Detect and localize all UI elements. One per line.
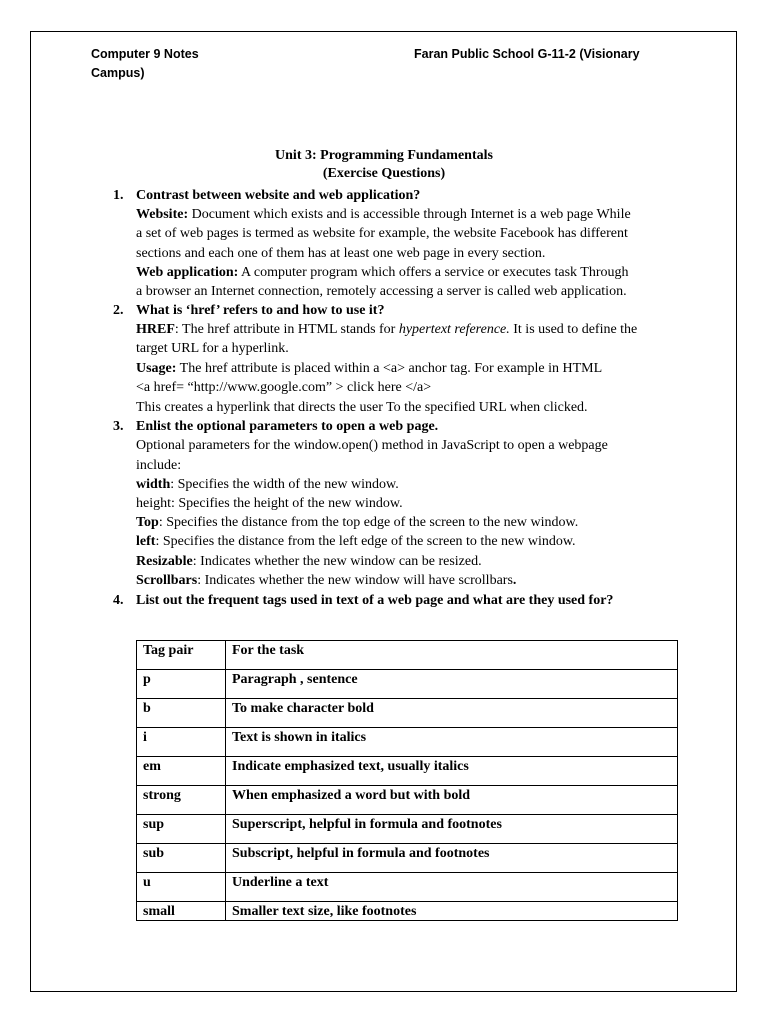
- table-row: [137, 815, 678, 844]
- width-label: width: [136, 477, 171, 492]
- tag-cell: em: [137, 757, 226, 786]
- webapp-label: Web application:: [136, 265, 239, 280]
- q4-question: List out the frequent tags used in text of a web page and what are they used for?: [136, 593, 614, 608]
- q3-width: [136, 475, 399, 494]
- q2-href-line1: [136, 320, 637, 339]
- q3-top: [136, 513, 578, 532]
- top-text: : Specifies the distance from the top edge of the screen to the new window.: [158, 515, 579, 530]
- header-cell-task: For the task: [226, 641, 678, 670]
- q2-usage-line1: [136, 359, 602, 378]
- q3-number: 3.: [113, 419, 124, 434]
- tag-cell: strong: [137, 786, 226, 815]
- href-text-c: It is used to define the: [509, 322, 638, 337]
- q3-resizable: [136, 552, 482, 571]
- tag-cell: u: [137, 873, 226, 902]
- tag-cell: sub: [137, 844, 226, 873]
- task-cell: When emphasized a word but with bold: [226, 786, 678, 815]
- tag-cell: sup: [137, 815, 226, 844]
- task-cell: Subscript, helpful in formula and footnotes: [226, 844, 678, 873]
- tag-cell: b: [137, 699, 226, 728]
- q1-question: Contrast between website and web application?: [136, 188, 421, 203]
- left-label: left: [136, 534, 156, 549]
- unit-subtitle: (Exercise Questions): [322, 166, 446, 181]
- unit-title: Unit 3: Programming Fundamentals: [275, 148, 493, 163]
- q2-href-line2: target URL for a hyperlink.: [136, 341, 289, 356]
- q1-website-line3: sections and each one of them has at least one web page in every section.: [136, 246, 546, 261]
- table-row: [137, 873, 678, 902]
- scrollbars-text: : Indicates whether the new window will have scrollbars: [197, 573, 513, 588]
- q2-number: 2.: [113, 303, 124, 318]
- task-cell: Paragraph , sentence: [226, 670, 678, 699]
- webapp-text: A computer program which offers a service or executes task Through: [238, 265, 629, 280]
- width-text: : Specifies the width of the new window.: [170, 477, 399, 492]
- table-row: [137, 757, 678, 786]
- href-text-a: : The href attribute in HTML stands for: [174, 322, 399, 337]
- q1-webapp-line2: a browser an Internet connection, remotely accessing a server is called web application.: [136, 284, 627, 299]
- scrollbars-label: Scrollbars: [136, 573, 198, 588]
- href-text-italic: hypertext reference.: [398, 322, 510, 337]
- usage-text: The href attribute is placed within a <a> anchor tag. For example in HTML: [176, 361, 603, 376]
- q3-intro-line2: include:: [136, 458, 182, 473]
- website-label: Website:: [136, 207, 189, 222]
- table-row: [137, 844, 678, 873]
- q3-scrollbars: [136, 571, 516, 590]
- tag-cell: i: [137, 728, 226, 757]
- top-label: Top: [136, 515, 159, 530]
- header-school-cont: Campus): [91, 66, 145, 80]
- header-course: Computer 9 Notes: [91, 47, 199, 61]
- resizable-text: : Indicates whether the new window can be resized.: [192, 554, 482, 569]
- table-row: [137, 786, 678, 815]
- task-cell: To make character bold: [226, 699, 678, 728]
- href-label: HREF: [136, 322, 175, 337]
- q1-website-line2: a set of web pages is termed as website for example, the website Facebook has different: [136, 226, 628, 241]
- q1-number: 1.: [113, 188, 124, 203]
- task-cell: Superscript, helpful in formula and footnotes: [226, 815, 678, 844]
- resizable-label: Resizable: [136, 554, 193, 569]
- q3-left: [136, 532, 576, 551]
- table-row: [137, 670, 678, 699]
- q2-usage-line3: This creates a hyperlink that directs the user To the specified URL when clicked.: [136, 400, 588, 415]
- table-row: [137, 699, 678, 728]
- task-cell: Text is shown in italics: [226, 728, 678, 757]
- table-row: [137, 728, 678, 757]
- header-cell-tag: Tag pair: [137, 641, 226, 670]
- q4-number: 4.: [113, 593, 124, 608]
- q1-website-line1: [136, 205, 631, 224]
- q3-height: height: Specifies the height of the new window.: [136, 496, 403, 511]
- task-cell: Underline a text: [226, 873, 678, 902]
- q3-intro-line1: Optional parameters for the window.open() method in JavaScript to open a webpage: [136, 438, 608, 453]
- q2-question: What is ‘href’ refers to and how to use it?: [136, 303, 385, 318]
- task-cell: Smaller text size, like footnotes: [226, 902, 678, 921]
- tag-cell: p: [137, 670, 226, 699]
- q3-question: Enlist the optional parameters to open a web page.: [136, 419, 439, 434]
- header-school: Faran Public School G-11-2 (Visionary: [414, 47, 640, 61]
- task-cell: Indicate emphasized text, usually italics: [226, 757, 678, 786]
- q2-usage-line2: <a href= “http://www.google.com” > click here </a>: [136, 380, 432, 395]
- tags-table: [136, 640, 678, 921]
- usage-label: Usage:: [136, 361, 177, 376]
- table-header-row: [137, 641, 678, 670]
- scrollbars-period: .: [512, 573, 517, 588]
- q1-webapp-line1: [136, 263, 629, 282]
- website-text: Document which exists and is accessible through Internet is a web page While: [188, 207, 631, 222]
- table-row: [137, 902, 678, 921]
- tag-cell: small: [137, 902, 226, 921]
- left-text: : Specifies the distance from the left edge of the screen to the new window.: [155, 534, 576, 549]
